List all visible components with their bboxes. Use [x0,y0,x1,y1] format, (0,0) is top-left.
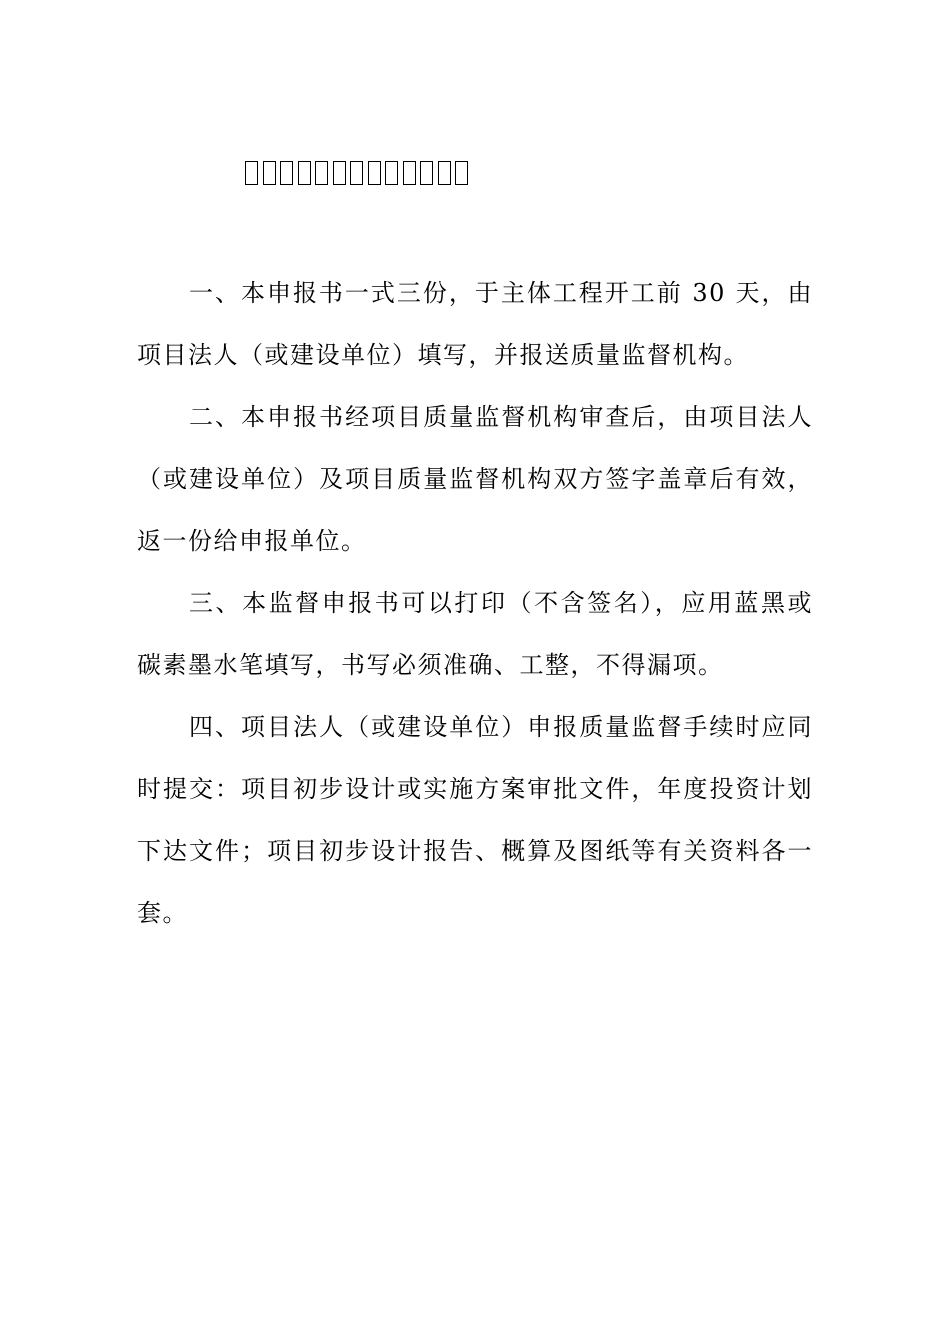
missing-glyph-box [438,161,451,185]
missing-glyph-box [385,161,398,185]
missing-glyph-box [245,161,258,185]
missing-glyph-box [368,161,381,185]
instruction-paragraph-3: 三、本监督申报书可以打印（不含签名），应用蓝黑或碳素墨水笔填写，书写必须准确、工整，不得漏项。 [137,589,813,679]
missing-glyph-box [280,161,293,185]
missing-glyph-box [298,161,311,185]
instruction-paragraph-1: 一、本申报书一式三份，于主体工程开工前 30 天，由项目法人（或建设单位）填写，并报送质量监督机构。 [137,279,813,369]
missing-glyph-box [263,161,276,185]
missing-glyph-box [420,161,433,185]
instruction-paragraph-2: 二、本申报书经项目质量监督机构审查后，由项目法人（或建设单位）及项目质量监督机构双方签字盖章后有效，返一份给申报单位。 [137,403,813,555]
missing-glyph-box [403,161,416,185]
document-title [245,156,485,190]
missing-glyph-box [350,161,363,185]
missing-glyph-box [455,161,468,185]
missing-glyph-box [333,161,346,185]
instruction-paragraph-4: 四、项目法人（或建设单位）申报质量监督手续时应同时提交：项目初步设计或实施方案审批文件，年度投资计划下达文件；项目初步设计报告、概算及图纸等有关资料各一套。 [137,713,813,927]
missing-glyph-box [315,161,328,185]
instructions-body [137,262,813,944]
